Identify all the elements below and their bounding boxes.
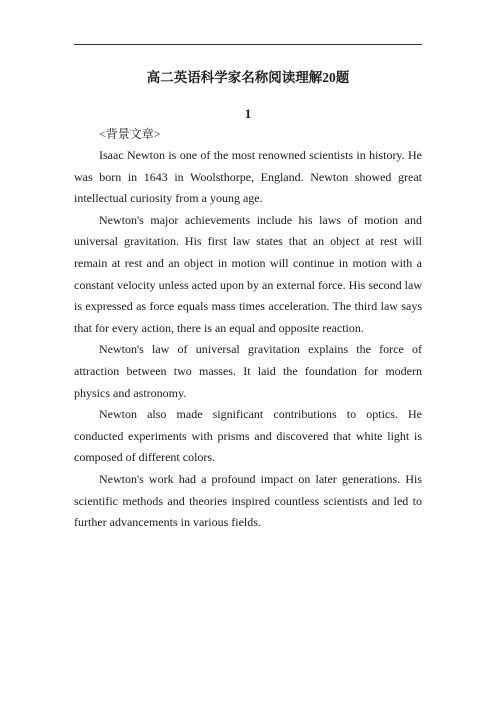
document-title: 高二英语科学家名称阅读理解20题 (146, 70, 350, 85)
section-number: 1 (244, 106, 252, 121)
section-tag: <背景文章> (99, 127, 161, 141)
header-rule (74, 44, 422, 45)
article-body (74, 124, 422, 534)
paragraph-2: Newton's major achievements include his laws of motion and universal gravitation. His first law states that an object at rest will remain at rest and an object in motion will continue in motion with a constant velocity unless acted upon by an external force. His second law is expressed as force equals mass times acceleration. The third law says that for every action, there is an equal and opposite reaction. (74, 212, 422, 335)
paragraph-3: Newton's law of universal gravitation explains the force of attraction between two masses. It laid the foundation for modern physics and astronomy. (74, 342, 422, 400)
paragraph-1: Isaac Newton is one of the most renowned scientists in history. He was born in 1643 in Woolsthorpe, England. Newton showed great intellectual curiosity from a young age. (74, 148, 422, 206)
paragraph-4: Newton also made significant contributions to optics. He conducted experiments with prisms and discovered that white light is composed of different colors. (74, 407, 422, 465)
paragraph-5: Newton's work had a profound impact on later generations. His scientific methods and theories inspired countless scientists and led to further advancements in various fields. (74, 471, 422, 530)
